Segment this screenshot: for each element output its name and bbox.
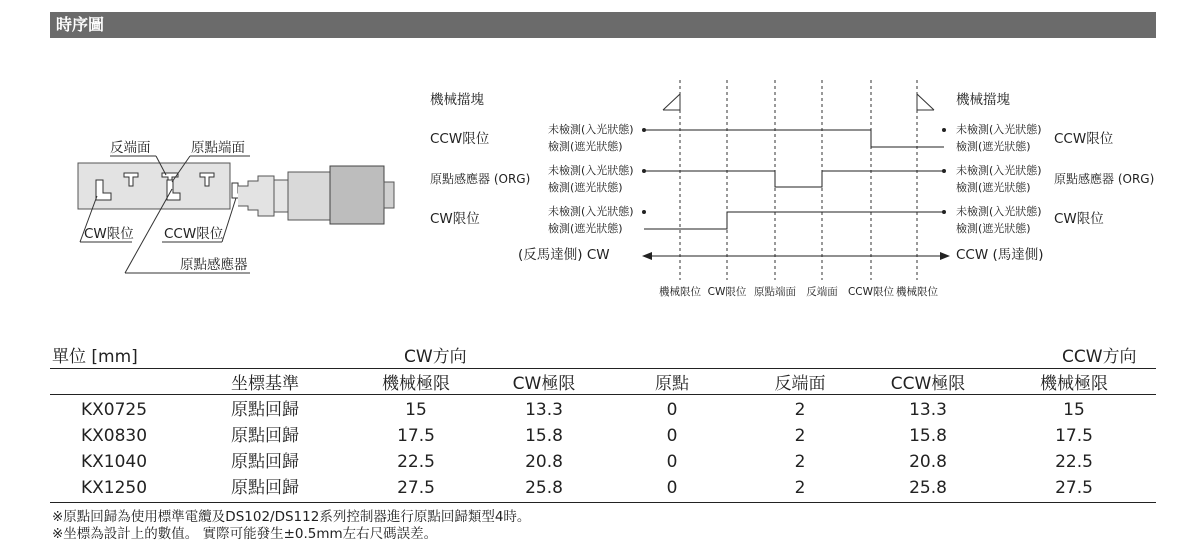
col-header-ccw-limit: CCW極限 bbox=[864, 369, 992, 395]
col-header-mech-limit-cw: 機械極限 bbox=[352, 369, 480, 395]
ccw-direction-label: CCW方向 bbox=[1062, 347, 1137, 367]
col-header-cw-limit: CW極限 bbox=[480, 369, 608, 395]
state-detected-org-r: 檢測(遮光狀態) bbox=[956, 181, 1031, 194]
motor-flange bbox=[288, 172, 330, 220]
state-undetected-ccw-l: 未檢測(入光狀態) bbox=[548, 123, 634, 136]
waveforms bbox=[644, 130, 944, 229]
motor-body bbox=[330, 166, 384, 224]
state-undetected-cw-l: 未檢測(入光狀態) bbox=[548, 205, 634, 218]
footnotes bbox=[52, 509, 530, 543]
left-label-cw-limit: CW限位 bbox=[430, 211, 480, 227]
wave-cw-limit bbox=[644, 212, 944, 229]
label-reverse-end: 反端面 bbox=[110, 140, 151, 156]
direction-right: CCW (馬達側) bbox=[956, 247, 1044, 263]
col-header-origin: 原點 bbox=[608, 369, 736, 395]
units-label: 單位 [mm] bbox=[52, 347, 138, 367]
table-row: KX1040 原點回歸 22.5 20.8 0 2 20.8 22.5 bbox=[80, 452, 1093, 472]
state-undetected-org-l: 未檢測(入光狀態) bbox=[548, 164, 634, 177]
state-undetected-cw-r: 未檢測(入光狀態) bbox=[956, 205, 1042, 218]
state-undetected-ccw-r: 未檢測(入光狀態) bbox=[956, 123, 1042, 136]
bottom-label-ccw-limit: CCW限位 bbox=[847, 286, 895, 298]
col-header-coord-ref: 坐標基準 bbox=[178, 369, 352, 395]
table-row: KX0830 原點回歸 17.5 15.8 0 2 15.8 17.5 bbox=[80, 426, 1093, 446]
right-label-ccw-limit: CCW限位 bbox=[1054, 131, 1114, 147]
col-header-mech-limit-ccw: 機械極限 bbox=[992, 369, 1156, 395]
reference-lines bbox=[680, 80, 917, 280]
col-header-reverse-end: 反端面 bbox=[736, 369, 864, 395]
label-cw-limit: CW限位 bbox=[84, 226, 134, 242]
table-row: KX1250 原點回歸 27.5 25.8 0 2 25.8 27.5 bbox=[50, 475, 1156, 503]
section-title: 時序圖 bbox=[56, 15, 105, 34]
bottom-label-reverse-end: 反端面 bbox=[806, 286, 838, 298]
table-header-row bbox=[50, 369, 1156, 395]
left-label-ccw-limit: CCW限位 bbox=[430, 131, 490, 147]
wave-origin-sensor bbox=[644, 171, 944, 187]
state-detected-cw-l: 檢測(遮光狀態) bbox=[548, 222, 623, 235]
left-label-mech-stopper: 機械擋塊 bbox=[430, 92, 484, 108]
label-ccw-limit: CCW限位 bbox=[164, 226, 224, 242]
spec-table bbox=[50, 368, 1156, 503]
right-label-cw-limit: CW限位 bbox=[1054, 211, 1104, 227]
state-detected-ccw-r: 檢測(遮光狀態) bbox=[956, 140, 1031, 153]
footnote: ※原點回歸為使用標準電纜及DS102/DS112系列控制器進行原點回歸類型4時。 bbox=[52, 509, 531, 525]
footnote: ※坐標為設計上的數值。 實際可能發生±0.5mm左右尺碼誤差。 bbox=[52, 526, 438, 542]
bottom-label-cw-limit: CW限位 bbox=[707, 286, 747, 298]
bottom-label-mech-limit-r: 機械限位 bbox=[896, 286, 938, 298]
left-label-origin-sensor: 原點感應器 (ORG) bbox=[430, 172, 531, 186]
table-row: KX0725 原點回歸 15 13.3 0 2 13.3 15 bbox=[80, 400, 1085, 420]
bottom-label-mech-limit-l: 機械限位 bbox=[659, 286, 701, 298]
direction-left: (反馬達側) CW bbox=[518, 247, 610, 263]
mechanism-illustration bbox=[78, 156, 394, 273]
wave-ccw-limit bbox=[644, 130, 944, 147]
state-detected-cw-r: 檢測(遮光狀態) bbox=[956, 222, 1031, 235]
state-detected-org-l: 檢測(遮光狀態) bbox=[548, 181, 623, 194]
state-detected-ccw-l: 檢測(遮光狀態) bbox=[548, 140, 623, 153]
state-undetected-org-r: 未檢測(入光狀態) bbox=[956, 164, 1042, 177]
bottom-label-origin-end: 原點端面 bbox=[754, 286, 796, 298]
col-header-model bbox=[50, 369, 178, 395]
label-origin-end: 原點端面 bbox=[191, 140, 245, 156]
label-origin-sensor: 原點感應器 bbox=[180, 257, 248, 273]
cw-direction-label: CW方向 bbox=[404, 347, 467, 367]
right-label-mech-stopper: 機械擋塊 bbox=[956, 92, 1010, 108]
right-label-origin-sensor: 原點感應器 (ORG) bbox=[1054, 172, 1155, 186]
